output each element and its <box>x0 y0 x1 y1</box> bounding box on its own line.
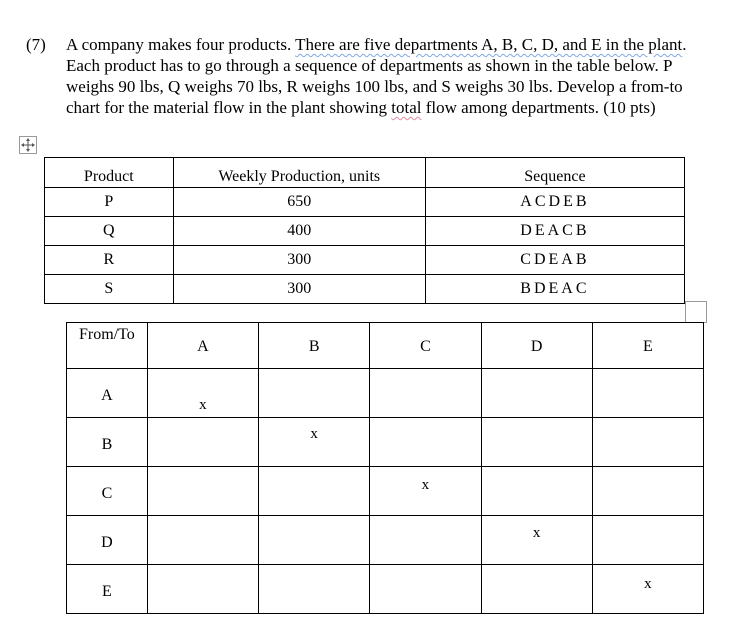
cell-e-d[interactable] <box>481 565 592 614</box>
cell-d-d[interactable] <box>481 516 592 565</box>
question-block <box>26 34 706 118</box>
from-to-row-a <box>67 369 704 418</box>
cell-d-c[interactable] <box>370 516 481 565</box>
diagonal-mark: x <box>532 525 541 541</box>
cell-units: 650 <box>173 188 425 217</box>
move-arrows-icon <box>21 138 35 152</box>
table-row <box>45 246 685 275</box>
diagonal-mark: x <box>199 397 207 413</box>
column-header-a: A <box>147 323 258 369</box>
from-to-header-row <box>67 323 704 369</box>
spelling-flagged-text: total <box>391 98 422 117</box>
cell-c-b[interactable] <box>259 467 370 516</box>
cell-b-e[interactable] <box>592 418 703 467</box>
cell-a-e[interactable] <box>592 369 703 418</box>
diagonal-mark: x <box>421 477 430 493</box>
cell-product: Q <box>45 217 174 246</box>
cell-c-e[interactable] <box>592 467 703 516</box>
cell-e-a[interactable] <box>147 565 258 614</box>
cell-c-a[interactable] <box>147 467 258 516</box>
cell-product: P <box>45 188 174 217</box>
cell-sequence: BDEAC <box>425 275 684 304</box>
table-move-handle[interactable] <box>19 136 37 154</box>
table-row <box>45 188 685 217</box>
row-header-a: A <box>67 369 148 418</box>
from-to-chart <box>66 322 704 614</box>
question-text-part5: flow among departments. (10 pts) <box>421 98 656 117</box>
header-product: Product <box>45 158 174 188</box>
cell-sequence: ACDEB <box>425 188 684 217</box>
question-text-part3: . Each product has to go through a sequence of departments as shown in the table below. P weighs 90 lbs, Q weighs 70 lbs, R weighs 100 lbs, and S weighs 30 lbs. Develop a from-to chart for the material flow in the plant showing <box>66 35 687 117</box>
table-resize-handle[interactable] <box>685 301 707 323</box>
from-to-row-d <box>67 516 704 565</box>
header-sequence: Sequence <box>425 158 684 188</box>
cell-c-c[interactable] <box>370 467 481 516</box>
cell-units: 300 <box>173 246 425 275</box>
from-to-row-e <box>67 565 704 614</box>
cell-units: 300 <box>173 275 425 304</box>
header-weekly-production: Weekly Production, units <box>173 158 425 188</box>
row-header-e: E <box>67 565 148 614</box>
from-to-row-c <box>67 467 704 516</box>
products-table <box>44 157 685 304</box>
table-row <box>45 275 685 304</box>
cell-c-d[interactable] <box>481 467 592 516</box>
cell-b-a[interactable] <box>147 418 258 467</box>
cell-e-c[interactable] <box>370 565 481 614</box>
row-header-d: D <box>67 516 148 565</box>
row-header-c: C <box>67 467 148 516</box>
from-to-row-b <box>67 418 704 467</box>
column-header-d: D <box>481 323 592 369</box>
cell-a-c[interactable] <box>370 369 481 418</box>
column-header-b: B <box>259 323 370 369</box>
question-text <box>66 34 706 118</box>
cell-a-b[interactable] <box>259 369 370 418</box>
products-header-row <box>45 158 685 188</box>
column-header-c: C <box>370 323 481 369</box>
table-row <box>45 217 685 246</box>
diagonal-mark: x <box>310 426 318 442</box>
question-text-part1: A company makes four products. <box>66 35 296 54</box>
cell-d-e[interactable] <box>592 516 703 565</box>
from-to-corner-label: From/To <box>67 323 148 369</box>
column-header-e: E <box>592 323 703 369</box>
cell-e-b[interactable] <box>259 565 370 614</box>
grammar-flagged-text: There are five departments A, B, C, D, and E in the plant <box>295 35 683 54</box>
cell-sequence: CDEAB <box>425 246 684 275</box>
cell-product: S <box>45 275 174 304</box>
diagonal-mark: x <box>644 576 652 592</box>
cell-a-d[interactable] <box>481 369 592 418</box>
cell-e-e[interactable] <box>592 565 703 614</box>
cell-d-b[interactable] <box>259 516 370 565</box>
cell-b-b[interactable] <box>259 418 370 467</box>
cell-b-c[interactable] <box>370 418 481 467</box>
cell-a-a[interactable] <box>147 369 258 418</box>
cell-b-d[interactable] <box>481 418 592 467</box>
cell-product: R <box>45 246 174 275</box>
row-header-b: B <box>67 418 148 467</box>
cell-d-a[interactable] <box>147 516 258 565</box>
question-number: (7) <box>26 35 46 54</box>
cell-units: 400 <box>173 217 425 246</box>
cell-sequence: DEACB <box>425 217 684 246</box>
